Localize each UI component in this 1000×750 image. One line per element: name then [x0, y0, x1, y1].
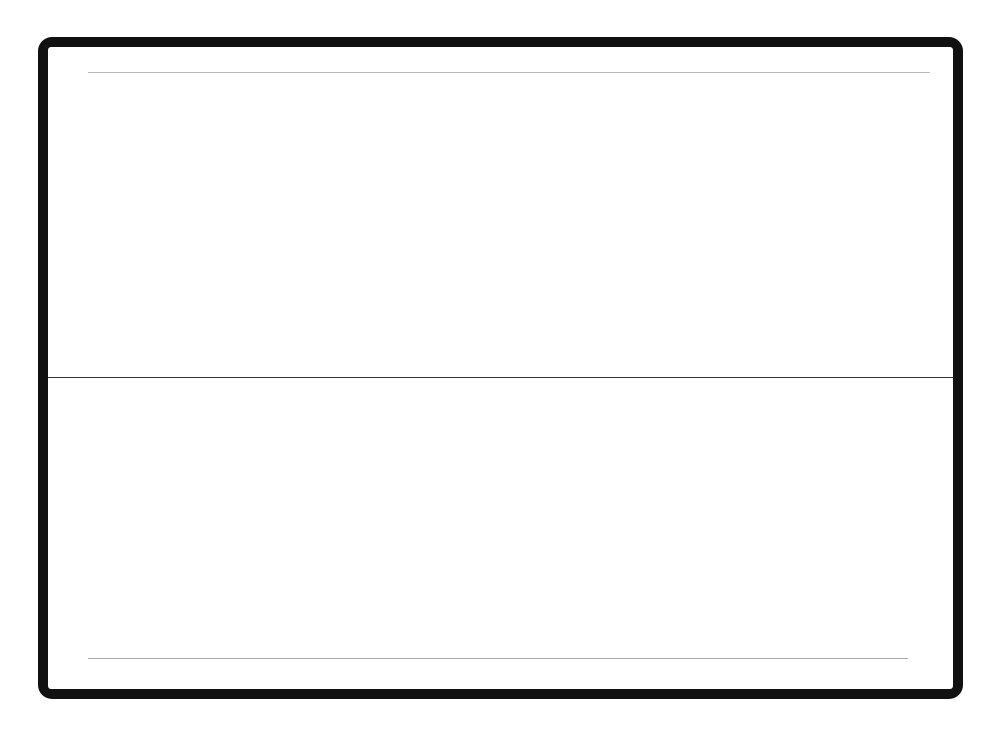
- top-rule: [88, 72, 930, 73]
- bottom-rule: [88, 658, 908, 659]
- planner-page: [48, 47, 953, 689]
- planner-frame: [38, 37, 963, 699]
- binding-spine: [48, 377, 953, 378]
